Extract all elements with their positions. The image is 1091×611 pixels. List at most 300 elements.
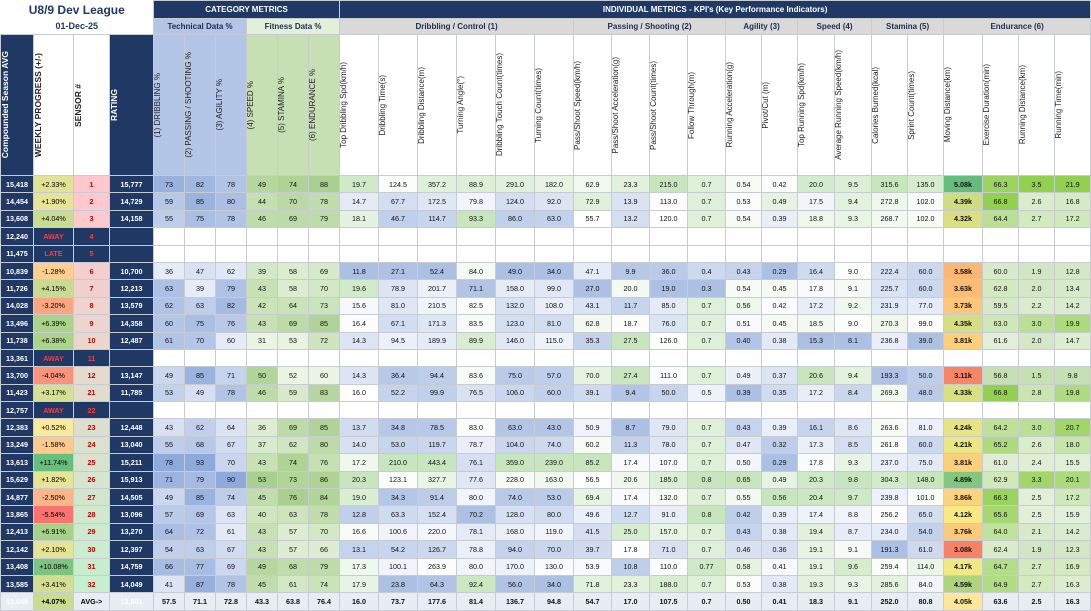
avg-kpi-cell: 16.0 (340, 593, 379, 610)
kpi-cell: 111.0 (650, 367, 688, 384)
kpi-cell: 239.8 (872, 489, 908, 506)
category-cell: 90 (216, 471, 247, 488)
kpi-cell (835, 228, 872, 245)
table-row[interactable] (1, 245, 1091, 262)
kpi-cell: 8.7 (835, 523, 872, 540)
kpi-cell: 50.0 (908, 367, 944, 384)
kpi-cell: 0.7 (688, 523, 726, 540)
table-row[interactable] (1, 228, 1091, 245)
category-cell: 58 (278, 280, 309, 297)
kpi-cell: 83.5 (457, 315, 496, 332)
kpi-cell: 259.4 (872, 558, 908, 575)
category-cell: 77 (185, 558, 216, 575)
kpi-cell: 19.7 (340, 176, 379, 193)
col-header-kpi-15 (908, 35, 944, 176)
category-cell: 79 (309, 210, 340, 227)
kpi-cell: 67.7 (379, 193, 418, 210)
kpi-cell: 15.9 (1055, 506, 1091, 523)
kpi-cell: 124.0 (496, 193, 535, 210)
kpi-cell: 3.76k (944, 523, 983, 540)
category-cell: 76 (216, 315, 247, 332)
avg-kpi-cell: 17.0 (612, 593, 650, 610)
col-header-kpi-5-label: Turning Count(times) (534, 67, 544, 143)
category-cell: 50 (247, 367, 278, 384)
kpi-cell: 57.0 (535, 367, 574, 384)
season-avg-cell: 13,613 (1, 454, 34, 471)
kpi-cell: 215.0 (650, 176, 688, 193)
kpi-cell: 152.4 (418, 506, 457, 523)
category-cell: 82 (185, 176, 216, 193)
kpi-cell: 80.0 (457, 489, 496, 506)
category-cell: 64 (278, 297, 309, 314)
table-row[interactable] (1, 471, 1091, 488)
col-header-kpi-1 (379, 35, 418, 176)
kpi-cell: 64.9 (983, 575, 1019, 592)
kpi-cell: 263.9 (418, 558, 457, 575)
category-cell: 73 (309, 297, 340, 314)
kpi-cell: 17.2 (798, 384, 835, 401)
category-cell (309, 349, 340, 366)
kpi-cell: 5.08k (944, 176, 983, 193)
kpi-cell: 285.6 (872, 575, 908, 592)
category-cell: 73 (154, 176, 185, 193)
sensor-cell: 26 (74, 471, 110, 488)
rating-cell: 15,777 (110, 176, 154, 193)
kpi-cell (872, 228, 908, 245)
kpi-cell (872, 245, 908, 262)
table-row[interactable] (1, 297, 1091, 314)
kpi-cell: 23.8 (379, 575, 418, 592)
table-row[interactable] (1, 506, 1091, 523)
category-cell: 43 (247, 523, 278, 540)
kpi-cell: 27.4 (612, 367, 650, 384)
col-header-fixed-3 (110, 35, 154, 176)
sensor-cell: 6 (74, 262, 110, 279)
weekly-progress-cell: -5.54% (34, 506, 74, 523)
kpi-cell: 9.4 (612, 384, 650, 401)
kpi-cell: 20.1 (1055, 471, 1091, 488)
col-header-kpi-14-label: Calories Burned(kcal) (871, 66, 881, 144)
kpi-cell: 8.4 (835, 384, 872, 401)
kpi-cell: 4.24k (944, 419, 983, 436)
fitness-data-header: Fitness Data % (247, 19, 340, 35)
kpi-cell: 20.7 (1055, 419, 1091, 436)
category-cell: 88 (309, 176, 340, 193)
kpi-cell: 46.7 (379, 210, 418, 227)
sensor-cell: 28 (74, 506, 110, 523)
category-cell: 93 (185, 454, 216, 471)
category-cell (309, 402, 340, 419)
kpi-cell: 168.0 (496, 523, 535, 540)
kpi-cell (535, 402, 574, 419)
table-row[interactable] (1, 367, 1091, 384)
category-cell: 70 (185, 332, 216, 349)
season-avg-cell: 12,383 (1, 419, 34, 436)
kpi-cell: 63.3 (379, 506, 418, 523)
kpi-cell: 79.8 (457, 193, 496, 210)
category-cell: 39 (185, 280, 216, 297)
kpi-cell: 53.0 (535, 489, 574, 506)
category-cell: 46 (247, 384, 278, 401)
category-cell: 80 (309, 436, 340, 453)
season-avg-cell: 11,475 (1, 245, 34, 262)
kpi-cell (688, 402, 726, 419)
table-row[interactable] (1, 315, 1091, 332)
kpi-cell (835, 245, 872, 262)
kpi-cell: 18.8 (798, 210, 835, 227)
kpi-cell: 16.4 (798, 262, 835, 279)
col-header-fixed-2 (74, 35, 110, 176)
table-row[interactable] (1, 176, 1091, 193)
col-header-kpi-10 (726, 35, 762, 176)
kpi-cell: 0.7 (688, 575, 726, 592)
col-header-category-5 (309, 35, 340, 176)
kpi-cell: 27.1 (379, 262, 418, 279)
table-row[interactable] (1, 523, 1091, 540)
table-row[interactable] (1, 575, 1091, 592)
kpi-cell: 2.6 (1019, 193, 1055, 210)
kpi-cell: 106.0 (496, 384, 535, 401)
kpi-cell (340, 245, 379, 262)
weekly-progress-cell: -1.58% (34, 436, 74, 453)
kpi-cell (762, 402, 798, 419)
table-row[interactable] (1, 210, 1091, 227)
category-cell: 70 (278, 193, 309, 210)
kpi-cell: 0.58 (726, 558, 762, 575)
category-cell: 78 (216, 575, 247, 592)
kpi-cell: 20.3 (340, 471, 379, 488)
category-cell (154, 402, 185, 419)
rating-cell: 13,579 (110, 297, 154, 314)
kpi-cell: 132.0 (650, 489, 688, 506)
rating-cell (110, 402, 154, 419)
kpi-cell: 4.89k (944, 471, 983, 488)
rating-cell: 14,158 (110, 210, 154, 227)
category-cell: 68 (278, 558, 309, 575)
table-row[interactable] (1, 193, 1091, 210)
season-avg-cell: 10,839 (1, 262, 34, 279)
kpi-cell: 304.3 (872, 471, 908, 488)
kpi-cell: 13.2 (612, 210, 650, 227)
player-rows (1, 176, 1091, 611)
kpi-cell: 0.42 (762, 176, 798, 193)
col-header-kpi-13 (835, 35, 872, 176)
avg-kpi-cell: 107.5 (650, 593, 688, 610)
kpi-cell: 81.0 (535, 315, 574, 332)
kpi-cell: 19.4 (798, 523, 835, 540)
kpi-cell: 0.49 (726, 367, 762, 384)
kpi-cell (798, 349, 835, 366)
avg-kpi-cell: 81.4 (457, 593, 496, 610)
category-cell: 78 (216, 384, 247, 401)
kpi-cell: 93.3 (457, 210, 496, 227)
kpi-cell (496, 245, 535, 262)
table-row[interactable] (1, 541, 1091, 558)
kpi-cell: 78.7 (457, 436, 496, 453)
category-cell: 64 (216, 419, 247, 436)
kpi-cell: 77.0 (908, 297, 944, 314)
season-avg-cell: 11,726 (1, 280, 34, 297)
category-cell: 69 (278, 419, 309, 436)
avg-kpi-cell: 18.3 (798, 593, 835, 610)
category-cell: 43 (247, 541, 278, 558)
kpi-cell: 1.9 (1019, 541, 1055, 558)
category-cell (216, 245, 247, 262)
category-cell: 69 (278, 315, 309, 332)
kpi-cell: 0.7 (688, 332, 726, 349)
kpi-cell: 102.0 (908, 193, 944, 210)
table-row[interactable] (1, 349, 1091, 366)
sensor-cell: 32 (74, 575, 110, 592)
kpi-cell: 3.73k (944, 297, 983, 314)
kpi-cell: 3.63k (944, 280, 983, 297)
kpi-cell: 0.5 (688, 384, 726, 401)
weekly-progress-cell: -4.04% (34, 367, 74, 384)
category-cell: 53 (154, 384, 185, 401)
rating-cell: 12,213 (110, 280, 154, 297)
kpi-cell: 113.0 (650, 193, 688, 210)
kpi-cell: 62.9 (983, 471, 1019, 488)
kpi-cell (379, 402, 418, 419)
kpi-cell: 0.4 (688, 262, 726, 279)
kpi-cell: 78.1 (457, 523, 496, 540)
col-header-kpi-19-label: Running Time(min) (1054, 71, 1064, 139)
kpi-cell (496, 402, 535, 419)
kpi-cell (418, 228, 457, 245)
kpi-cell: 50.9 (574, 419, 612, 436)
kpi-cell: 115.0 (535, 332, 574, 349)
table-row[interactable] (1, 489, 1091, 506)
individual-metrics-header: INDIVIDUAL METRICS - KPI's (Key Performance Indicators) (340, 1, 1091, 19)
kpi-cell: 71.8 (574, 575, 612, 592)
kpi-cell: 0.39 (762, 210, 798, 227)
category-cell: 43 (247, 315, 278, 332)
kpi-cell: 191.3 (872, 541, 908, 558)
kpi-cell: 14.3 (340, 332, 379, 349)
kpi-cell: 128.0 (496, 506, 535, 523)
category-cell: 76 (278, 489, 309, 506)
category-cell (216, 228, 247, 245)
category-cell: 85 (309, 419, 340, 436)
table-row[interactable] (1, 280, 1091, 297)
kpi-cell: 9.7 (835, 489, 872, 506)
kpi-cell: 16.4 (340, 315, 379, 332)
kpi-cell: 171.3 (418, 315, 457, 332)
col-header-kpi-6-label: Pass/Shoot Speed(km/h) (573, 60, 583, 150)
category-cell: 59 (278, 384, 309, 401)
table-row[interactable] (1, 262, 1091, 279)
kpi-cell: 11.8 (340, 262, 379, 279)
kpi-cell (496, 349, 535, 366)
kpi-cell: 2.0 (1019, 280, 1055, 297)
kpi-cell: 108.0 (535, 297, 574, 314)
category-cell: 60 (216, 332, 247, 349)
table-row[interactable] (1, 402, 1091, 419)
kpi-cell: 2.4 (1019, 454, 1055, 471)
avg-kpi-cell: 177.6 (418, 593, 457, 610)
weekly-progress-cell: +4.15% (34, 280, 74, 297)
kpi-cell (798, 228, 835, 245)
sensor-cell: 7 (74, 280, 110, 297)
table-row[interactable] (1, 332, 1091, 349)
kpi-cell: 17.3 (340, 558, 379, 575)
kpi-cell: 123.0 (496, 315, 535, 332)
kpi-cell (650, 228, 688, 245)
season-avg-cell: 13,865 (1, 506, 34, 523)
category-cell: 36 (154, 262, 185, 279)
kpi-cell: 12.8 (340, 506, 379, 523)
kpi-cell: 0.43 (726, 523, 762, 540)
kpi-cell: 228.0 (496, 471, 535, 488)
col-header-kpi-18 (1019, 35, 1055, 176)
kpi-cell: 3.81k (944, 454, 983, 471)
kpi-cell: 23.3 (612, 176, 650, 193)
kpi-cell: 119.0 (535, 523, 574, 540)
sensor-cell: 21 (74, 384, 110, 401)
kpi-cell: 84.0 (457, 262, 496, 279)
kpi-cell: 62.4 (983, 541, 1019, 558)
weekly-progress-cell: +6.39% (34, 315, 74, 332)
kpi-cell: 11.7 (612, 297, 650, 314)
kpi-cell: 220.0 (418, 523, 457, 540)
col-header-kpi-0 (340, 35, 379, 176)
category-cell: 82 (216, 297, 247, 314)
category-cell: 58 (278, 262, 309, 279)
table-row[interactable] (1, 384, 1091, 401)
category-cell: 69 (185, 506, 216, 523)
kpi-cell: 0.29 (762, 454, 798, 471)
kpi-cell: 120.0 (650, 210, 688, 227)
kpi-cell: 64.3 (418, 575, 457, 592)
category-cell: 61 (216, 523, 247, 540)
col-header-kpi-8-label: Pass/Shoot Count(times) (649, 60, 659, 150)
kpi-cell: 234.0 (872, 523, 908, 540)
kpi-cell (1019, 245, 1055, 262)
kpi-cell (418, 402, 457, 419)
kpi-cell (762, 228, 798, 245)
avg-kpi-cell: 136.7 (496, 593, 535, 610)
kpi-cell: 3.08k (944, 541, 983, 558)
kpi-cell: 0.49 (762, 471, 798, 488)
kpi-cell: 8.6 (835, 419, 872, 436)
table-row[interactable] (1, 436, 1091, 453)
weekly-progress-cell: +3.17% (34, 384, 74, 401)
kpi-cell (908, 349, 944, 366)
kpi-cell: 56.0 (496, 575, 535, 592)
kpi-cell: 9.0 (835, 315, 872, 332)
kpi-cell: 126.0 (650, 332, 688, 349)
table-row[interactable] (1, 419, 1091, 436)
avg-kpi-cell: 0.41 (762, 593, 798, 610)
kpi-cell (650, 349, 688, 366)
technical-data-header: Technical Data % (154, 19, 247, 35)
kpi-cell: 0.29 (762, 262, 798, 279)
table-row[interactable] (1, 454, 1091, 471)
col-header-fixed-0-label: Compounded Season AVG (0, 51, 10, 159)
kpi-cell (1055, 228, 1091, 245)
sensor-cell: 30 (74, 541, 110, 558)
col-header-kpi-7 (612, 35, 650, 176)
kpi-cell: 114.0 (908, 558, 944, 575)
kpi-cell: 19.8 (1055, 384, 1091, 401)
kpi-cell: 88.9 (457, 176, 496, 193)
kpi-cell: 357.2 (418, 176, 457, 193)
season-avg-cell: 13,700 (1, 367, 34, 384)
season-avg-cell: 11,423 (1, 384, 34, 401)
kpi-cell: 0.42 (762, 297, 798, 314)
kpi-cell: 4.12k (944, 506, 983, 523)
kpi-cell: 17.2 (798, 297, 835, 314)
kpi-cell: 53.9 (574, 558, 612, 575)
kpi-cell: 75.0 (908, 454, 944, 471)
rating-cell (110, 349, 154, 366)
kpi-cell: 48.0 (908, 384, 944, 401)
rating-cell: 13,147 (110, 367, 154, 384)
category-cell: 68 (185, 436, 216, 453)
rating-cell: 12,397 (110, 541, 154, 558)
category-cell: 64 (154, 523, 185, 540)
avg-progress-cell: +4.07% (34, 593, 74, 610)
kpi-cell: 2.1 (1019, 523, 1055, 540)
category-cell: 66 (309, 541, 340, 558)
kpi-cell: 3.3 (1019, 471, 1055, 488)
category-cell: 78 (216, 176, 247, 193)
kpi-cell (983, 228, 1019, 245)
weekly-progress-cell: +6.91% (34, 523, 74, 540)
season-avg-cell: 13,361 (1, 349, 34, 366)
kpi-cell (457, 245, 496, 262)
kpi-cell: 1.9 (1019, 262, 1055, 279)
category-cell: 66 (154, 558, 185, 575)
category-cell: 73 (278, 471, 309, 488)
kpi-cell: 4.17k (944, 558, 983, 575)
kpi-cell: 225.7 (872, 280, 908, 297)
header-row-2 (1, 19, 1091, 35)
weekly-progress-cell: -1.28% (34, 262, 74, 279)
table-row[interactable] (1, 558, 1091, 575)
kpi-cell: 64.2 (983, 419, 1019, 436)
kpi-cell: 18.0 (1055, 436, 1091, 453)
kpi-cell (535, 228, 574, 245)
kpi-cell: 19.6 (340, 280, 379, 297)
season-avg-cell: 12,413 (1, 523, 34, 540)
kpi-cell (726, 349, 762, 366)
kpi-cell: 0.39 (726, 384, 762, 401)
season-avg-cell: 15,629 (1, 471, 34, 488)
category-cell: 54 (154, 541, 185, 558)
category-cell: 60 (154, 315, 185, 332)
kpi-cell: 47.1 (574, 262, 612, 279)
kpi-cell: 14.2 (1055, 297, 1091, 314)
kpi-cell: 17.8 (798, 454, 835, 471)
kpi-cell: 0.49 (762, 193, 798, 210)
kpi-cell: 34.3 (379, 489, 418, 506)
kpi-cell: 4.35k (944, 315, 983, 332)
kpi-cell: 14.7 (1055, 332, 1091, 349)
kpi-cell: 99.0 (535, 280, 574, 297)
sensor-cell: 25 (74, 454, 110, 471)
kpi-cell: 193.3 (872, 367, 908, 384)
kpi-cell: 268.7 (872, 210, 908, 227)
kpi-cell: 83.0 (457, 419, 496, 436)
sensor-cell: 11 (74, 349, 110, 366)
kpi-cell (908, 245, 944, 262)
kpi-cell: 64.0 (983, 523, 1019, 540)
col-header-category-4 (278, 35, 309, 176)
kpi-cell: 114.7 (418, 210, 457, 227)
kpi-cell: 49.6 (574, 506, 612, 523)
kpi-cell (379, 245, 418, 262)
